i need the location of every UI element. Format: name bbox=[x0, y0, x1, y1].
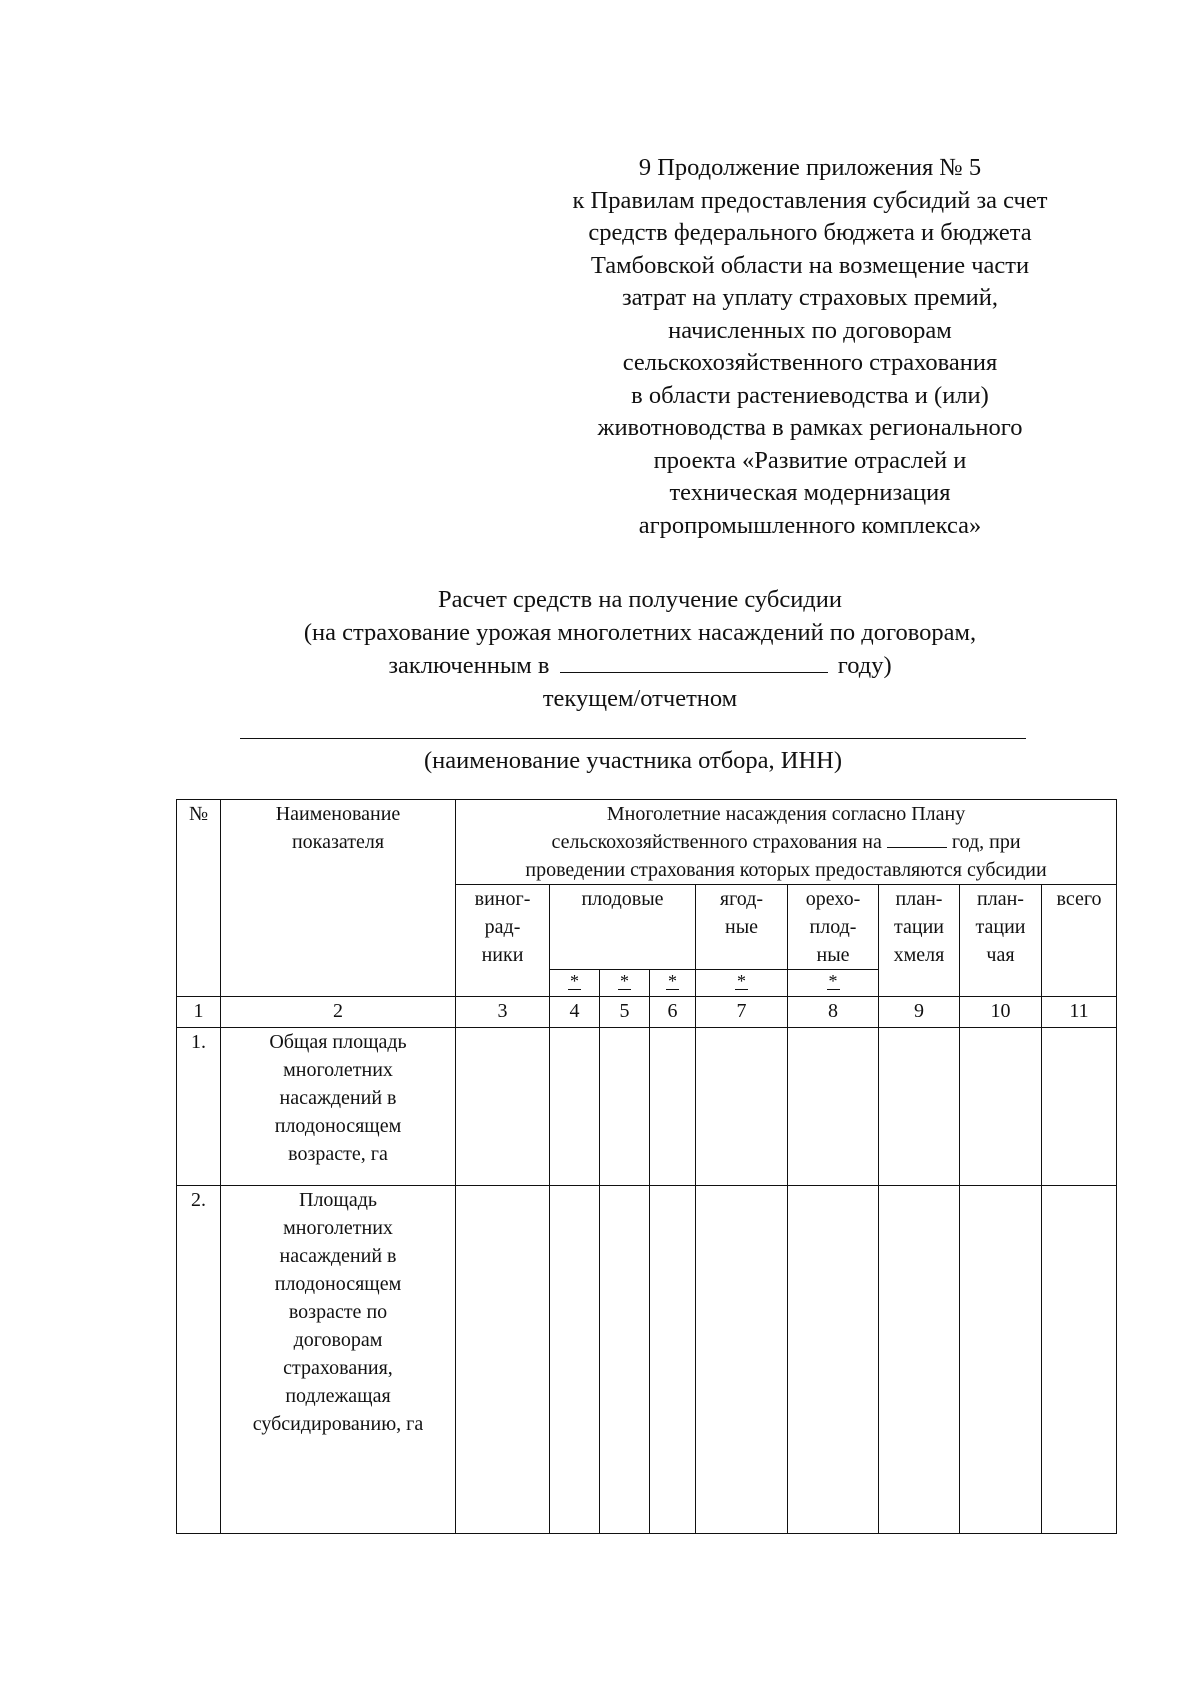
column-number: 7 bbox=[696, 997, 788, 1028]
data-cell[interactable] bbox=[600, 1028, 650, 1186]
column-number: 5 bbox=[600, 997, 650, 1028]
table-row bbox=[177, 1028, 1117, 1186]
data-cell[interactable] bbox=[788, 1028, 879, 1186]
footnote-star: * bbox=[696, 970, 788, 997]
header-line: в области растениеводства и (или) bbox=[631, 381, 989, 409]
data-cell[interactable] bbox=[960, 1186, 1042, 1534]
header-perennial-group bbox=[456, 800, 1117, 885]
row-number: 1. bbox=[177, 1028, 221, 1186]
footnote-star: * bbox=[788, 970, 879, 997]
data-cell[interactable] bbox=[879, 1186, 960, 1534]
year-blank-field[interactable] bbox=[560, 650, 828, 673]
row-label: Общая площадь многолетних насаждений в плодоносящем возрасте, га bbox=[221, 1028, 456, 1186]
column-number: 4 bbox=[550, 997, 600, 1028]
header-line: затрат на уплату страховых премий, bbox=[621, 284, 998, 311]
column-number: 3 bbox=[456, 997, 550, 1028]
header-hops: план- тации хмеля bbox=[879, 885, 960, 997]
header-line: средств федерального бюджета и бюджета bbox=[588, 219, 1032, 246]
title-line-year bbox=[180, 649, 1100, 682]
column-number: 11 bbox=[1042, 997, 1117, 1028]
column-number: 9 bbox=[879, 997, 960, 1028]
header-line: 9 Продолжение приложения № 5 bbox=[638, 154, 982, 181]
column-number: 8 bbox=[788, 997, 879, 1028]
header-no: № bbox=[177, 800, 221, 997]
data-cell[interactable] bbox=[1042, 1028, 1117, 1186]
header-line: агропромышленного комплекса» bbox=[638, 511, 982, 539]
group-text: сельскохозяйственного страхования на bbox=[551, 831, 882, 853]
title-line: Расчет средств на получение субсидии bbox=[438, 586, 842, 613]
header-nut: орехо- плод- ные bbox=[788, 885, 879, 970]
appendix-header bbox=[520, 152, 1100, 542]
plan-year-blank-field[interactable] bbox=[887, 829, 947, 848]
row-number: 2. bbox=[177, 1186, 221, 1534]
header-line: животноводства в рамках регионального bbox=[597, 414, 1023, 441]
header-total: всего bbox=[1042, 885, 1117, 997]
title-line: (на страхование урожая многолетних насаждений по договорам, bbox=[303, 619, 977, 646]
group-line: проведении страхования которых предоставляются субсидии bbox=[525, 859, 1047, 881]
data-cell[interactable] bbox=[550, 1028, 600, 1186]
document-title bbox=[180, 583, 1100, 715]
footnote-star: * bbox=[600, 970, 650, 997]
column-number: 1 bbox=[177, 997, 221, 1028]
header-line: Тамбовской области на возмещение части bbox=[590, 251, 1030, 279]
column-number: 10 bbox=[960, 997, 1042, 1028]
header-line: к Правилам предоставления субсидий за счет bbox=[572, 186, 1048, 214]
column-number: 6 bbox=[650, 997, 696, 1028]
table-row bbox=[177, 1186, 1117, 1534]
title-text: году) bbox=[837, 652, 892, 679]
header-line: начисленных по договорам bbox=[668, 316, 952, 344]
footnote-star: * bbox=[550, 970, 600, 997]
data-cell[interactable] bbox=[960, 1028, 1042, 1186]
title-line: текущем/отчетном bbox=[542, 685, 738, 712]
participant-caption: (наименование участника отбора, ИНН) bbox=[423, 747, 843, 774]
header-line: проекта «Развитие отраслей и bbox=[653, 446, 967, 474]
data-cell[interactable] bbox=[1042, 1186, 1117, 1534]
subsidy-table bbox=[176, 799, 1117, 1534]
data-cell[interactable] bbox=[650, 1028, 696, 1186]
data-cell[interactable] bbox=[696, 1186, 788, 1534]
group-line: Многолетние насаждения согласно Плану bbox=[606, 803, 966, 825]
header-line: сельскохозяйственного страхования bbox=[622, 349, 998, 376]
data-cell[interactable] bbox=[650, 1186, 696, 1534]
data-cell[interactable] bbox=[788, 1186, 879, 1534]
data-cell[interactable] bbox=[456, 1028, 550, 1186]
title-text: заключенным в bbox=[388, 652, 550, 679]
participant-name-field[interactable] bbox=[240, 738, 1026, 739]
group-line-year bbox=[456, 828, 1116, 856]
group-text: год, при bbox=[951, 831, 1021, 853]
header-line: техническая модернизация bbox=[669, 479, 951, 506]
data-cell[interactable] bbox=[550, 1186, 600, 1534]
data-cell[interactable] bbox=[456, 1186, 550, 1534]
row-label: Площадь многолетних насаждений в плодоносящем возрасте по договорам страхования, подлежащая субсидированию, га bbox=[221, 1186, 456, 1534]
footnote-star: * bbox=[650, 970, 696, 997]
data-cell[interactable] bbox=[879, 1028, 960, 1186]
header-tea: план- тации чая bbox=[960, 885, 1042, 997]
header-indicator-name: Наименование показателя bbox=[221, 800, 456, 997]
data-cell[interactable] bbox=[696, 1028, 788, 1186]
header-berry: ягод- ные bbox=[696, 885, 788, 970]
column-number: 2 bbox=[221, 997, 456, 1028]
data-cell[interactable] bbox=[600, 1186, 650, 1534]
header-vineyards: виног- рад- ники bbox=[456, 885, 550, 997]
header-fruit: плодовые bbox=[550, 885, 696, 970]
